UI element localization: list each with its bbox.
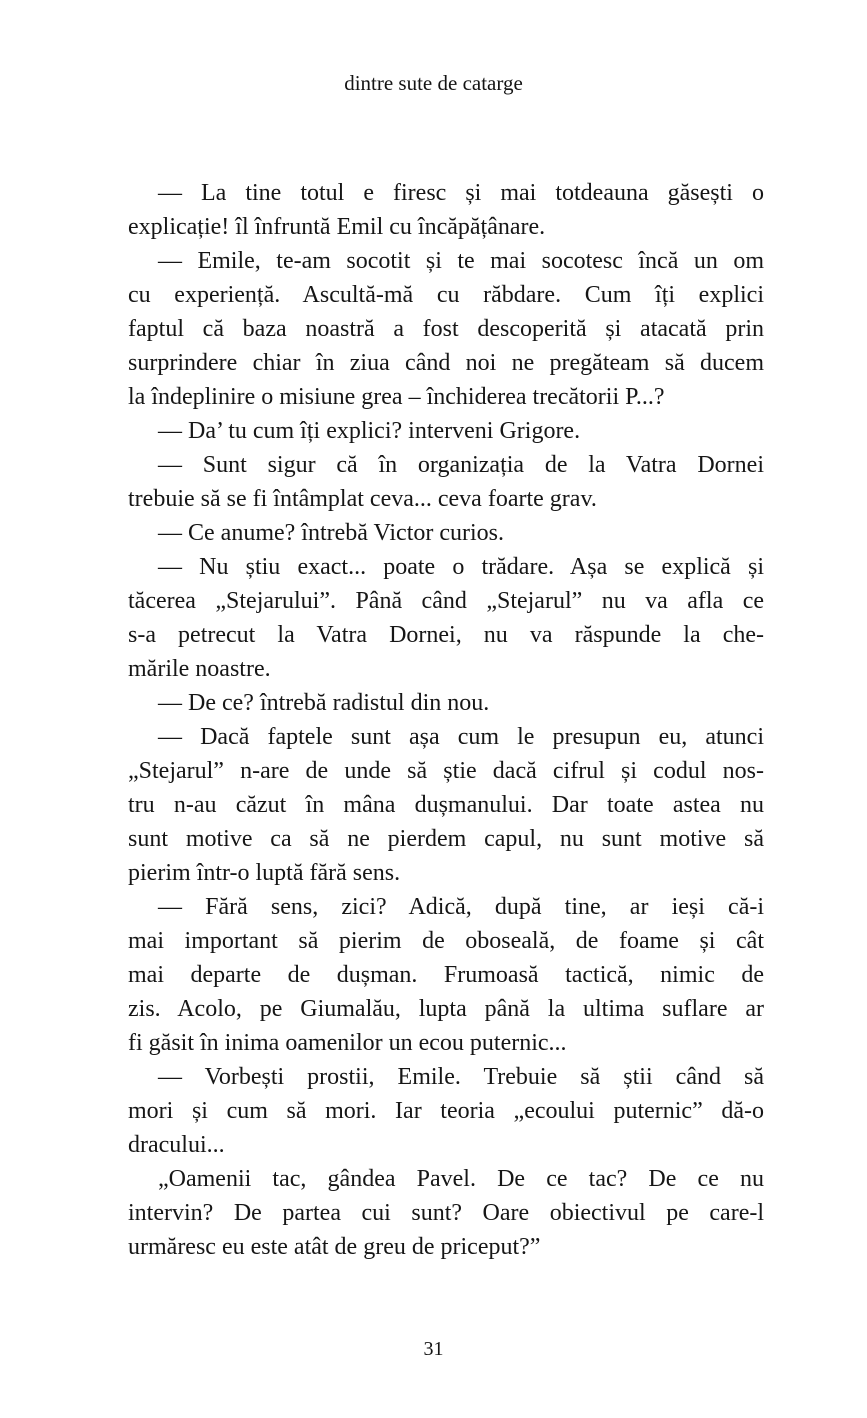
- text-line: zis. Acolo, pe Giumalău, lupta până la ultima suflare ar: [128, 996, 764, 1022]
- text-line: „Stejarul” n-are de unde să știe dacă cifrul și codul nos-: [128, 758, 764, 784]
- paragraph: [128, 414, 764, 448]
- text-line: cu experiență. Ascultă-mă cu răbdare. Cum îți explici: [128, 282, 764, 308]
- text-line: mai departe de dușman. Frumoasă tactică, nimic de: [128, 962, 764, 988]
- text-line: — Dacă faptele sunt așa cum le presupun eu, atunci: [158, 724, 764, 750]
- body-text: [128, 176, 764, 1264]
- text-line: mai important să pierim de oboseală, de foame și cât: [128, 928, 764, 954]
- text-line: explicație! îl înfruntă Emil cu încăpățânare.: [128, 214, 546, 240]
- text-line: „Oamenii tac, gândea Pavel. De ce tac? De ce nu: [158, 1166, 764, 1192]
- running-header: dintre sute de catarge: [344, 71, 523, 95]
- text-line: mori și cum să mori. Iar teoria „ecoului puternic” dă-o: [128, 1098, 764, 1124]
- paragraph: [128, 720, 764, 890]
- paragraph: [128, 176, 764, 244]
- paragraph: [128, 448, 764, 516]
- text-line: — Nu știu exact... poate o trădare. Așa se explică și: [158, 554, 764, 580]
- text-line: — Da’ tu cum îți explici? interveni Grigore.: [158, 418, 581, 444]
- paragraph: [128, 1162, 764, 1264]
- text-line: surprindere chiar în ziua când noi ne pregăteam să ducem: [128, 350, 764, 376]
- text-line: — Sunt sigur că în organizația de la Vatra Dornei: [158, 452, 764, 478]
- paragraph: [128, 516, 764, 550]
- text-line: mările noastre.: [128, 656, 271, 682]
- text-line: urmăresc eu este atât de greu de priceput?”: [128, 1234, 541, 1260]
- text-line: sunt motive ca să ne pierdem capul, nu sunt motive să: [128, 826, 764, 852]
- page-number: 31: [423, 1338, 444, 1360]
- text-line: — Ce anume? întrebă Victor curios.: [158, 520, 505, 546]
- paragraph: [128, 244, 764, 414]
- text-line: — De ce? întrebă radistul din nou.: [158, 690, 490, 716]
- text-line: intervin? De partea cui sunt? Oare obiectivul pe care-l: [128, 1200, 764, 1226]
- text-line: — Fără sens, zici? Adică, după tine, ar ieși că-i: [158, 894, 764, 920]
- text-line: — La tine totul e firesc și mai totdeauna găsești o: [158, 180, 764, 206]
- text-line: pierim într-o luptă fără sens.: [128, 860, 401, 886]
- paragraph: [128, 686, 764, 720]
- paragraph: [128, 550, 764, 686]
- text-line: faptul că baza noastră a fost descoperită și atacată prin: [128, 316, 764, 342]
- paragraph: [128, 890, 764, 1060]
- text-line: tru n-au căzut în mâna dușmanului. Dar toate astea nu: [128, 792, 764, 818]
- text-line: la îndeplinire o misiune grea – închiderea trecătorii P...?: [128, 384, 665, 410]
- text-line: fi găsit în inima oamenilor un ecou puternic...: [128, 1030, 567, 1056]
- paragraph: [128, 1060, 764, 1162]
- text-line: — Emile, te-am socotit și te mai socotesc încă un om: [158, 248, 764, 274]
- text-line: s-a petrecut la Vatra Dornei, nu va răspunde la che-: [128, 622, 764, 648]
- text-line: dracului...: [128, 1132, 225, 1158]
- text-line: tăcerea „Stejarului”. Până când „Stejarul” nu va afla ce: [128, 588, 764, 614]
- text-line: — Vorbești prostii, Emile. Trebuie să știi când să: [158, 1064, 764, 1090]
- text-line: trebuie să se fi întâmplat ceva... ceva foarte grav.: [128, 486, 597, 512]
